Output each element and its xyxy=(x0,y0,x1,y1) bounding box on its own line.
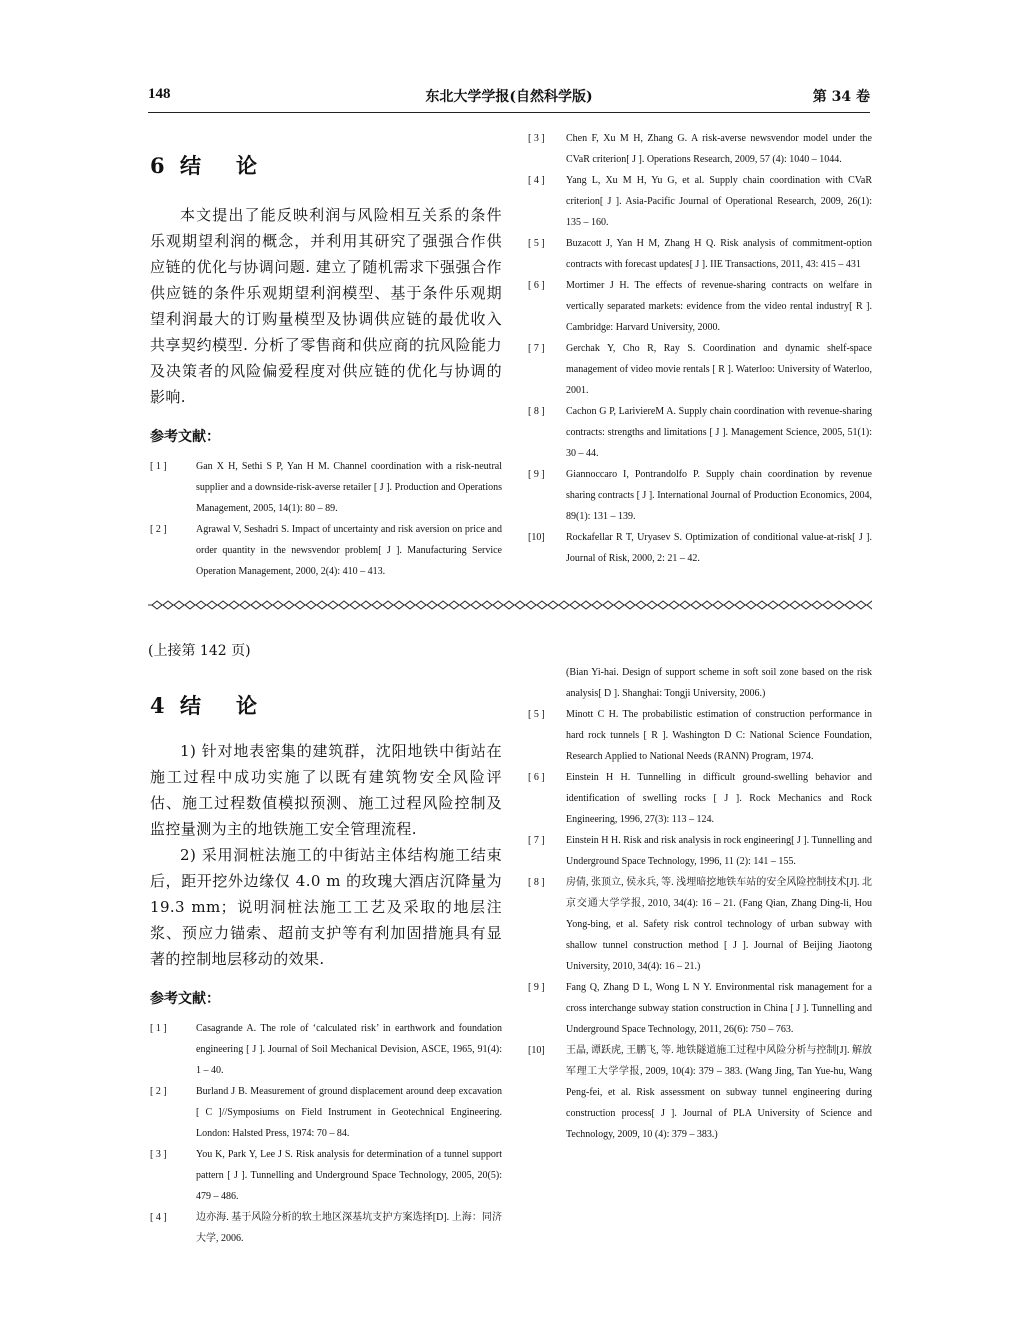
reference-item xyxy=(150,1081,502,1144)
divider-link xyxy=(218,601,228,609)
divider-link xyxy=(306,601,316,609)
section-heading xyxy=(150,690,502,720)
divider-link xyxy=(834,601,844,609)
divider-link xyxy=(856,601,866,609)
ornamental-divider xyxy=(148,598,872,612)
divider-link xyxy=(526,601,536,609)
top-right-column xyxy=(528,128,872,569)
reference-text: Burland J B. Measurement of ground displacement around deep excavation [ C ]//Symposiums on Field Instrument in Geotechnical Engineering. London: Halsted Press, 1974: 70 – 84. xyxy=(196,1086,502,1139)
divider-link xyxy=(493,601,503,609)
divider-link xyxy=(427,601,437,609)
reference-text: (Bian Yi-hai. Design of support scheme in soft soil zone based on the risk analysis[ D ]. Shanghai: Tongji University, 2006.) xyxy=(566,667,872,699)
divider-link xyxy=(845,601,855,609)
reference-item xyxy=(528,527,872,569)
reference-number: [ 1 ] xyxy=(150,1023,167,1034)
running-header xyxy=(148,86,870,110)
reference-number: [ 9 ] xyxy=(528,982,545,993)
page-number: 148 xyxy=(148,86,171,102)
reference-item xyxy=(528,128,872,170)
reference-number: [ 8 ] xyxy=(528,877,545,888)
reference-item xyxy=(528,401,872,464)
divider-link xyxy=(482,601,492,609)
reference-text: 房倩, 张顶立, 侯永兵, 等. 浅埋暗挖地铁车站的安全风险控制技术[J]. 北京交通大学学报, 2010, 34(4): 16 – 21. (Fang Qian, Zhang Ding-li, Hou Yong-bing, et al. Safety risk control technology of urban subway with shallow tunnel construction method [ J ]. Journal of Beijing Jiaotong University, 2010, 34(4): 16 – 21.) xyxy=(566,877,872,972)
reference-text: Gerchak Y, Cho R, Ray S. Coordination and dynamic shelf-space management of video movie rentals [ R ]. Waterloo: University of Waterloo, 2001. xyxy=(566,343,872,396)
reference-text: Fang Q, Zhang D L, Wong L N Y. Environmental risk management for a cross interchange subway station construction in China [ J ]. Tunnelling and Underground Space Technology, 2011, 26(6): 750 – 763. xyxy=(566,982,872,1035)
section-title-char: 结 xyxy=(180,153,201,178)
divider-link xyxy=(581,601,591,609)
reference-item xyxy=(150,1018,502,1081)
reference-text: Einstein H H. Risk and risk analysis in rock engineering[ J ]. Tunnelling and Underground Space Technology, 1996, 11 (2): 141 – 155. xyxy=(566,835,872,867)
reference-item xyxy=(150,519,502,582)
reference-item xyxy=(528,338,872,401)
divider-link xyxy=(383,601,393,609)
section-title-char: 论 xyxy=(236,693,257,718)
divider-link xyxy=(867,601,872,609)
reference-number: [ 7 ] xyxy=(528,835,545,846)
reference-number: [ 5 ] xyxy=(528,709,545,720)
divider-link xyxy=(328,601,338,609)
reference-number: [10] xyxy=(528,532,545,543)
divider-link xyxy=(724,601,734,609)
divider-link xyxy=(185,601,195,609)
reference-item xyxy=(528,767,872,830)
reference-number: [ 4 ] xyxy=(150,1212,167,1223)
divider-link xyxy=(350,601,360,609)
reference-list xyxy=(528,662,872,1145)
divider-link xyxy=(405,601,415,609)
reference-item xyxy=(528,233,872,275)
divider-link xyxy=(823,601,833,609)
divider-link xyxy=(240,601,250,609)
reference-number: [ 4 ] xyxy=(528,175,545,186)
reference-text: Gan X H, Sethi S P, Yan H M. Channel coordination with a risk-neutral supplier and a downside-risk-averse retailer [ J ]. Production and Operations Management, 2005, 14(1): 80 – 89. xyxy=(196,461,502,514)
divider-link xyxy=(537,601,547,609)
divider-link xyxy=(603,601,613,609)
divider-link xyxy=(680,601,690,609)
reference-number: [ 3 ] xyxy=(528,133,545,144)
conclusion-paragraph: 本文提出了能反映利润与风险相互关系的条件乐观期望利润的概念，并利用其研究了强强合作供应链的优化与协调问题. 建立了随机需求下强强合作供应链的条件乐观期望利润模型、基于条件乐观期望利润最大的订购量模型及协调供应链的最优收入共享契约模型. 分析了零售商和供应商的抗风险能力及决策者的风险偏爱程度对供应链的优化与协调的影响. xyxy=(150,206,502,406)
divider-link xyxy=(229,601,239,609)
divider-link xyxy=(790,601,800,609)
reference-number: [ 2 ] xyxy=(150,524,167,535)
reference-item xyxy=(528,872,872,977)
section-title-char: 论 xyxy=(236,153,257,178)
reference-text: You K, Park Y, Lee J S. Risk analysis for determination of a tunnel support pattern [ J ]. Tunnelling and Underground Space Technology, 2005, 20(5): 479 – 486. xyxy=(196,1149,502,1202)
bottom-left-column xyxy=(150,690,502,1249)
conclusion-paragraph: 2) 采用洞桩法施工的中街站主体结构施工结束后，距开挖外边缘仅 4.0 m 的玫瑰大酒店沉降量为 19.3 mm；说明洞桩法施工工艺及采取的地层注浆、预应力锚索、超前支护等有利加固措施具有显著的控制地层移动的效果. xyxy=(150,846,502,968)
divider-link xyxy=(592,601,602,609)
reference-text: Rockafellar R T, Uryasev S. Optimization of conditional value-at-risk[ J ]. Journal of Risk, 2000, 2: 21 – 42. xyxy=(566,532,872,564)
reference-item xyxy=(528,275,872,338)
divider-link xyxy=(372,601,382,609)
divider-link xyxy=(273,601,283,609)
reference-text: 王晶, 谭跃虎, 王鹏飞, 等. 地铁隧道施工过程中风险分析与控制[J]. 解放军理工大学学报, 2009, 10(4): 379 – 383. (Wang Jing, Tan Yue-hu, Wang Peng-fei, et al. Risk assessment on subway tunnel engineering during construction process[ J ]. Journal of PLA University of Science and Technology, 2009, 10 (4): 379 – 383.) xyxy=(566,1045,872,1140)
reference-number: [ 5 ] xyxy=(528,238,545,249)
divider-link xyxy=(658,601,668,609)
divider-link xyxy=(449,601,459,609)
reference-text: Cachon G P, LariviereM A. Supply chain coordination with revenue-sharing contracts: strengths and limitations [ J ]. Management Science, 2005, 51(1): 30 – 44. xyxy=(566,406,872,459)
divider-link xyxy=(284,601,294,609)
conclusion-paragraph: 1) 针对地表密集的建筑群，沈阳地铁中街站在施工过程中成功实施了以既有建筑物安全风险评估、施工过程数值模拟预测、施工过程风险控制及监控量测为主的地铁施工安全管理流程. xyxy=(150,742,502,838)
volume-label: 第 34 卷 xyxy=(812,89,870,105)
divider-link xyxy=(262,601,272,609)
reference-number: [ 6 ] xyxy=(528,280,545,291)
reference-list xyxy=(528,128,872,569)
divider-link xyxy=(614,601,624,609)
reference-number: [ 8 ] xyxy=(528,406,545,417)
divider-link xyxy=(152,601,162,609)
reference-text: Casagrande A. The role of ‘calculated risk’ in earthwork and foundation engineering [ J ]. Journal of Soil Mechanical Devision, ASCE, 1965, 91(4): 1 – 40. xyxy=(196,1023,502,1076)
section-title-char: 结 xyxy=(180,693,201,718)
reference-list xyxy=(150,456,502,582)
divider-link xyxy=(647,601,657,609)
reference-text: Mortimer J H. The effects of revenue-sharing contracts on welfare in vertically separated markets: evidence from the video rental industry[ R ]. Cambridge: Harvard University, 2000. xyxy=(566,280,872,333)
divider-link xyxy=(361,601,371,609)
section-heading xyxy=(150,150,502,180)
divider-link xyxy=(460,601,470,609)
divider-link xyxy=(570,601,580,609)
divider-link xyxy=(713,601,723,609)
reference-item xyxy=(528,1040,872,1145)
section-number: 6 xyxy=(150,153,165,178)
reference-item xyxy=(528,464,872,527)
reference-item xyxy=(528,830,872,872)
bottom-right-column xyxy=(528,662,872,1145)
reference-item-continued xyxy=(528,662,872,704)
reference-number: [ 2 ] xyxy=(150,1086,167,1097)
header-rule xyxy=(148,112,870,113)
reference-list xyxy=(150,1018,502,1249)
divider-link xyxy=(339,601,349,609)
divider-link xyxy=(636,601,646,609)
divider-link xyxy=(812,601,822,609)
reference-item xyxy=(528,170,872,233)
top-left-column xyxy=(150,150,502,582)
reference-number: [ 9 ] xyxy=(528,469,545,480)
reference-number: [10] xyxy=(528,1045,545,1056)
reference-number: [ 7 ] xyxy=(528,343,545,354)
divider-link xyxy=(768,601,778,609)
divider-link xyxy=(757,601,767,609)
divider-link xyxy=(174,601,184,609)
reference-text: Buzacott J, Yan H M, Zhang H Q. Risk analysis of commitment-option contracts with forecast updates[ J ]. IIE Transactions, 2011, 43: 415 – 431 xyxy=(566,238,872,270)
reference-text: Minott C H. The probabilistic estimation of construction performance in hard rock tunnels [ R ]. Washington D C: National Science Foundation, Research Applied to National Needs (RANN) Program, 1974. xyxy=(566,709,872,762)
divider-link xyxy=(163,601,173,609)
reference-number: [ 1 ] xyxy=(150,461,167,472)
divider-link xyxy=(746,601,756,609)
divider-link xyxy=(471,601,481,609)
references-title: 参考文献： xyxy=(150,429,220,445)
divider-link xyxy=(317,601,327,609)
reference-text: Agrawal V, Seshadri S. Impact of uncertainty and risk aversion on price and order quantity in the newsvendor problem[ J ]. Manufacturing Service Operation Management, 2000, 2(4): 410 – 413. xyxy=(196,524,502,577)
reference-text: Chen F, Xu M H, Zhang G. A risk-averse newsvendor model under the CVaR criterion[ J ]. Operations Research, 2009, 57 (4): 1040 – 1044. xyxy=(566,133,872,165)
reference-text: Einstein H H. Tunnelling in difficult ground-swelling behavior and identification of swelling rocks [ J ]. Rock Mechanics and Rock Engineering, 1996, 27(3): 113 – 124. xyxy=(566,772,872,825)
divider-link xyxy=(669,601,679,609)
divider-link xyxy=(207,601,217,609)
reference-item xyxy=(150,1207,502,1249)
divider-link xyxy=(416,601,426,609)
continued-note: (上接第 142 页) xyxy=(148,643,251,659)
reference-number: [ 3 ] xyxy=(150,1149,167,1160)
divider-link xyxy=(438,601,448,609)
divider-link xyxy=(625,601,635,609)
reference-number: [ 6 ] xyxy=(528,772,545,783)
reference-text: 边亦海. 基于风险分析的软土地区深基坑支护方案选择[D]. 上海：同济大学, 2006. xyxy=(196,1212,502,1244)
reference-item xyxy=(528,704,872,767)
divider-link xyxy=(801,601,811,609)
divider-link xyxy=(295,601,305,609)
divider-link xyxy=(548,601,558,609)
references-title: 参考文献： xyxy=(150,991,220,1007)
divider-link xyxy=(515,601,525,609)
divider-link xyxy=(196,601,206,609)
divider-link xyxy=(779,601,789,609)
divider-link xyxy=(394,601,404,609)
divider-link xyxy=(251,601,261,609)
divider-link xyxy=(691,601,701,609)
reference-text: Yang L, Xu M H, Yu G, et al. Supply chain coordination with CVaR criterion[ J ]. Asia-Pacific Journal of Operational Research, 2009, 26(1): 135 – 160. xyxy=(566,175,872,228)
reference-text: Giannoccaro I, Pontrandolfo P. Supply chain coordination by revenue sharing contracts [ J ]. International Journal of Production Economics, 2004, 89(1): 131 – 139. xyxy=(566,469,872,522)
divider-link xyxy=(702,601,712,609)
reference-item xyxy=(150,456,502,519)
section-number: 4 xyxy=(150,693,165,718)
divider-link xyxy=(504,601,514,609)
reference-item xyxy=(150,1144,502,1207)
journal-name: 东北大学学报(自然科学版) xyxy=(425,89,593,105)
divider-link xyxy=(735,601,745,609)
reference-item xyxy=(528,977,872,1040)
divider-link xyxy=(559,601,569,609)
